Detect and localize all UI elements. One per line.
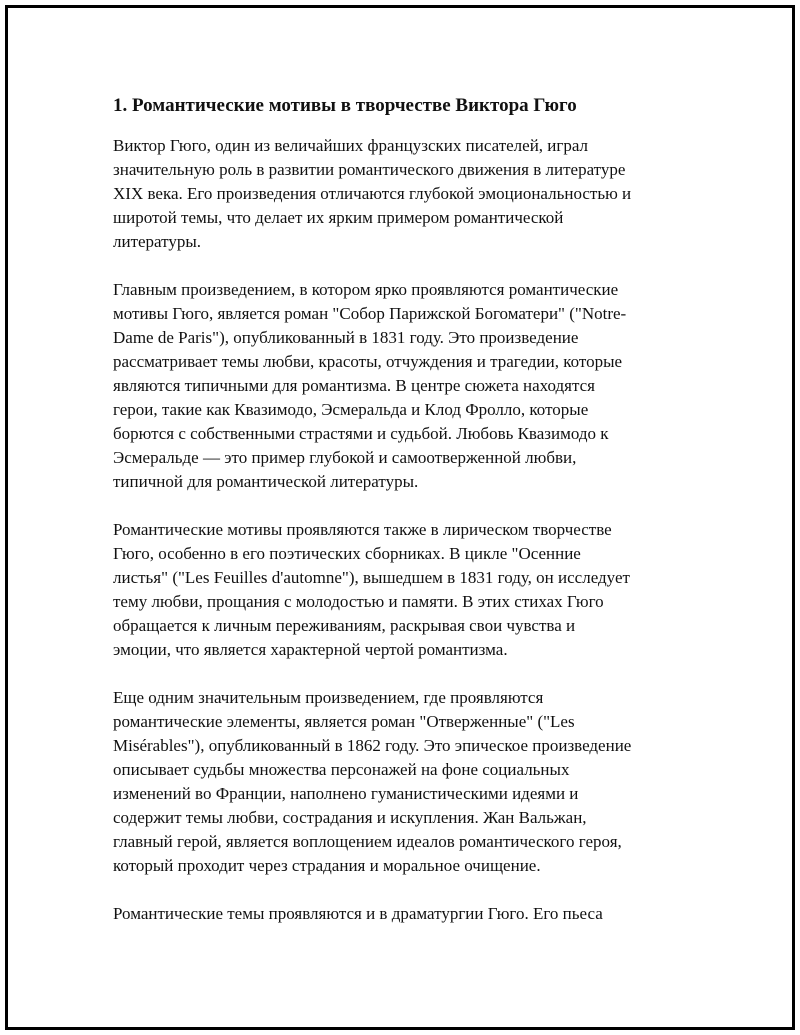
text-line: борются с собственными страстями и судьбой. Любовь Квазимодо к <box>113 424 609 443</box>
text-line: описывает судьбы множества персонажей на фоне социальных <box>113 760 570 779</box>
text-line: Еще одним значительным произведением, где проявляются <box>113 688 544 707</box>
text-line: Эсмеральде — это пример глубокой и самоотверженной любви, <box>113 448 577 467</box>
text-line: герои, такие как Квазимодо, Эсмеральда и Клод Фролло, которые <box>113 400 589 419</box>
paragraph <box>113 902 693 926</box>
section-heading: 1. Романтические мотивы в творчестве Виктора Гюго <box>113 95 577 116</box>
text-line: значительную роль в развитии романтического движения в литературе <box>113 160 626 179</box>
text-line: типичной для романтической литературы. <box>113 472 419 491</box>
text-line: обращается к личным переживаниям, раскрывая свои чувства и <box>113 616 576 635</box>
text-line: изменений во Франции, наполнено гуманистическими идеями и <box>113 784 579 803</box>
text-line: который проходит через страдания и моральное очищение. <box>113 856 541 875</box>
paragraph <box>113 134 693 254</box>
document-body <box>113 92 693 950</box>
text-line: тему любви, прощания с молодостью и памяти. В этих стихах Гюго <box>113 592 604 611</box>
text-line: Романтические темы проявляются и в драматургии Гюго. Его пьеса <box>113 904 603 923</box>
text-line: Романтические мотивы проявляются также в лирическом творчестве <box>113 520 612 539</box>
text-line: широтой темы, что делает их ярким примером романтической <box>113 208 564 227</box>
text-line: главный герой, является воплощением идеалов романтического героя, <box>113 832 622 851</box>
paragraph <box>113 278 693 494</box>
paragraph <box>113 518 693 662</box>
text-line: литературы. <box>113 232 202 251</box>
text-line: мотивы Гюго, является роман "Собор Парижской Богоматери" ("Notre- <box>113 304 627 323</box>
text-line: рассматривает темы любви, красоты, отчуждения и трагедии, которые <box>113 352 623 371</box>
text-line: романтические элементы, является роман "Отверженные" ("Les <box>113 712 575 731</box>
text-line: Главным произведением, в котором ярко проявляются романтические <box>113 280 619 299</box>
text-line: Гюго, особенно в его поэтических сборниках. В цикле "Осенние <box>113 544 581 563</box>
text-line: содержит темы любви, сострадания и искупления. Жан Вальжан, <box>113 808 587 827</box>
paragraph <box>113 686 693 878</box>
text-line: Dame de Paris"), опубликованный в 1831 году. Это произведение <box>113 328 579 347</box>
text-line: листья" ("Les Feuilles d'automne"), вышедшем в 1831 году, он исследует <box>113 568 630 587</box>
text-line: эмоции, что является характерной чертой романтизма. <box>113 640 508 659</box>
text-line: являются типичными для романтизма. В центре сюжета находятся <box>113 376 595 395</box>
text-line: Виктор Гюго, один из величайших французских писателей, играл <box>113 136 589 155</box>
text-line: Misérables"), опубликованный в 1862 году. Это эпическое произведение <box>113 736 632 755</box>
text-line: XIX века. Его произведения отличаются глубокой эмоциональностью и <box>113 184 632 203</box>
